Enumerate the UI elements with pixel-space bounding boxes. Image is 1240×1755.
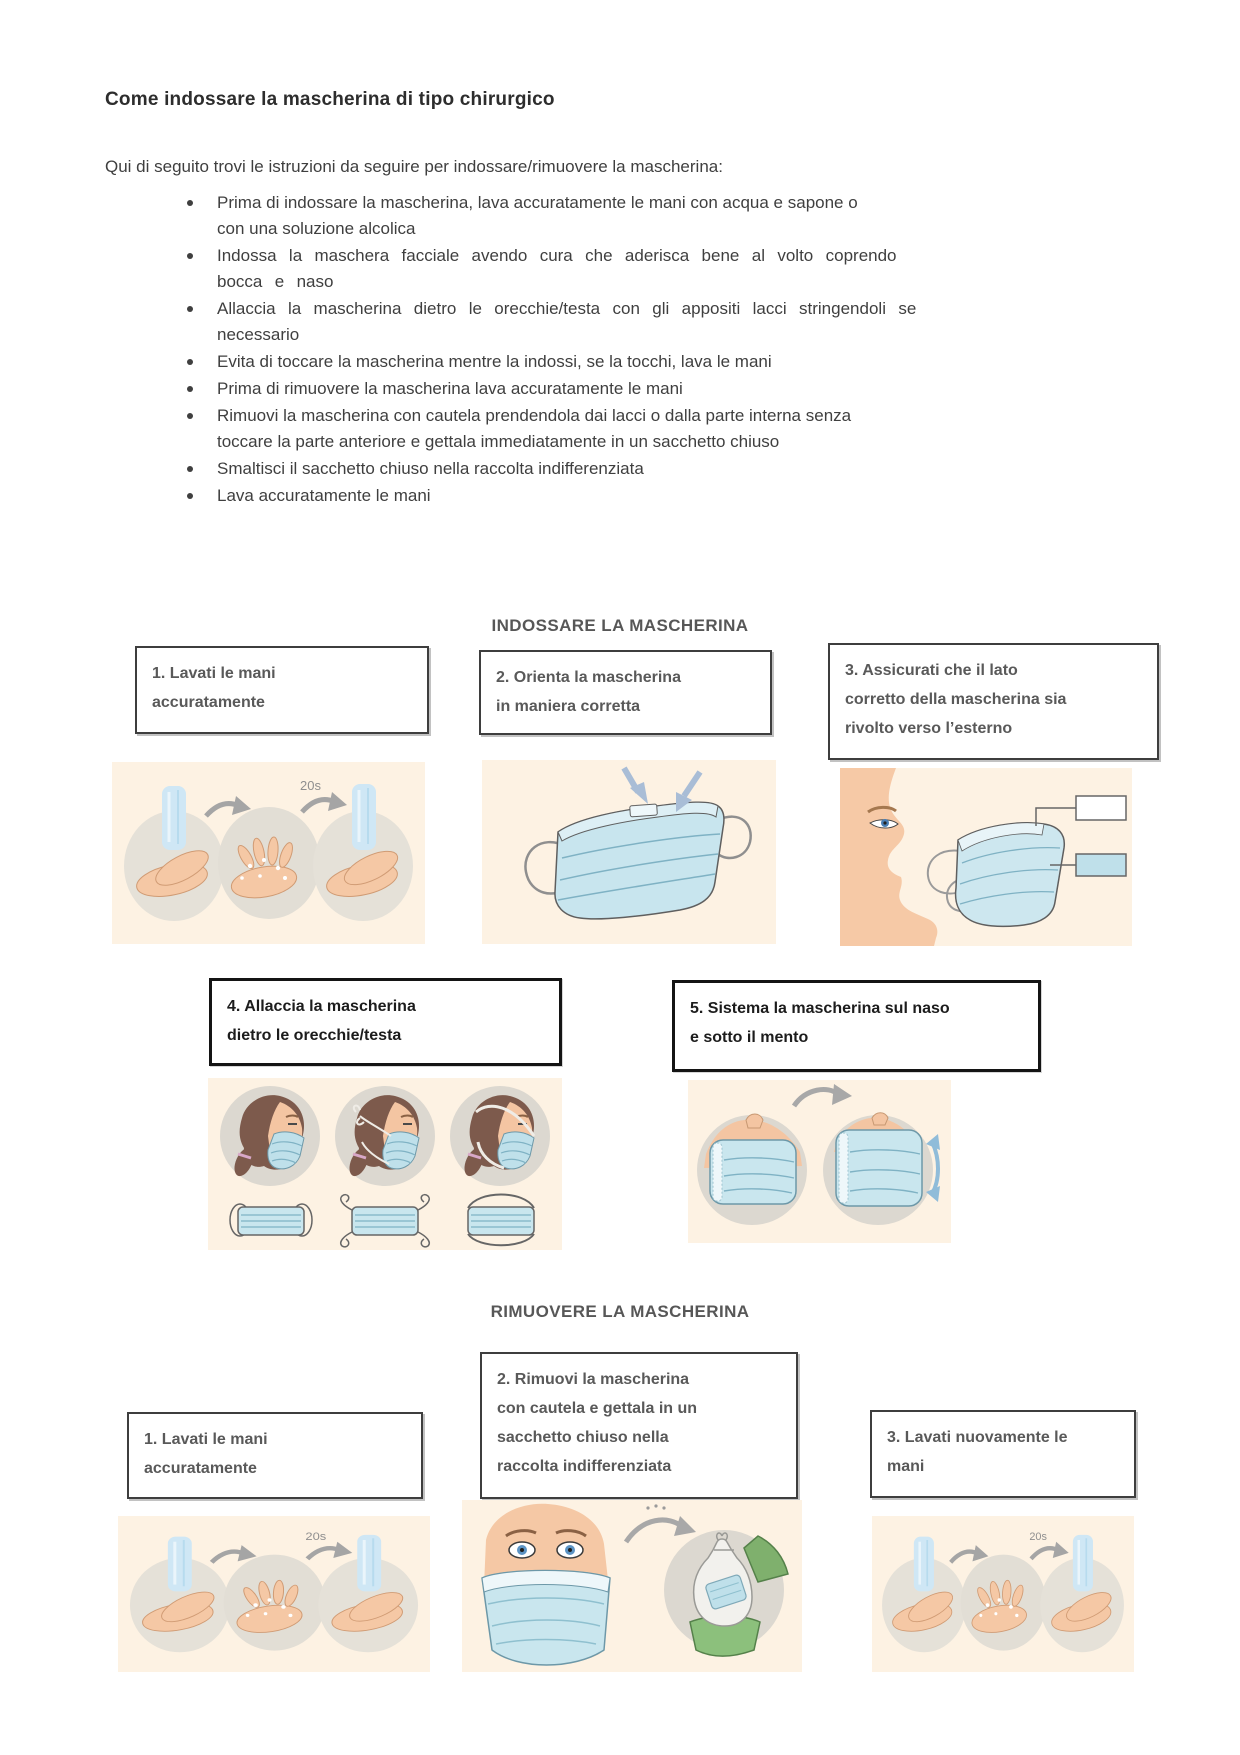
step-box-wear-1: 1. Lavati le mani accuratamente <box>135 646 429 734</box>
step-box-wear-3: 3. Assicurati che il lato corretto della mascherina sia rivolto verso l’esterno <box>828 643 1159 760</box>
mask-below-nose <box>710 1140 796 1204</box>
step-box-wear-5: 5. Sistema la mascherina sul naso e sotto il mento <box>672 980 1041 1072</box>
step-box-remove-2: 2. Rimuovi la mascherina con cautela e gettala in un sacchetto chiuso nella raccolta indifferenziata <box>480 1352 798 1499</box>
step-box-wear-2: 2. Orienta la mascherina in maniera corretta <box>479 650 772 735</box>
instruction-item: Rimuovi la mascherina con cautela prendendola dai lacci o dalla parte interna senza toccare la parte anteriore e gettala immediatamente in un sacchetto chiuso <box>183 403 1131 455</box>
instruction-item: Allaccia la mascherina dietro le orecchie/testa con gli appositi lacci stringendoli se necessario <box>183 296 1131 348</box>
mask-strap-types-illustration <box>208 1078 562 1250</box>
step-box-remove-1: 1. Lavati le mani accuratamente <box>127 1412 423 1499</box>
intro-text: Qui di seguito trovi le istruzioni da seguire per indossare/rimuovere la mascherina: <box>105 157 723 176</box>
instruction-item: Evita di toccare la mascherina mentre la indossi, se la tocchi, lava le mani <box>183 349 1131 375</box>
step-box-remove-3: 3. Lavati nuovamente le mani <box>870 1410 1136 1498</box>
handwash-illustration <box>872 1516 1134 1672</box>
masked-face <box>482 1504 610 1665</box>
mask-over-nose <box>836 1130 922 1206</box>
page-title: Come indossare la mascherina di tipo chirurgico <box>105 88 555 110</box>
mask-orientation-illustration <box>482 760 776 944</box>
mask-side-check-illustration <box>840 768 1132 946</box>
mask-fit-adjust-illustration <box>688 1080 951 1243</box>
instruction-list <box>183 190 1131 510</box>
legend-outer-side-box <box>1076 796 1126 820</box>
mask-disposal-illustration <box>462 1500 802 1672</box>
instruction-item: Prima di indossare la mascherina, lava accuratamente le mani con acqua e sapone o con una soluzione alcolica <box>183 190 1131 242</box>
handwash-illustration <box>118 1516 430 1672</box>
remove-section-heading: RIMUOVERE LA MASCHERINA <box>490 1302 750 1322</box>
step-box-wear-4: 4. Allaccia la mascherina dietro le orecchie/testa <box>209 978 562 1066</box>
instruction-item: Lava accuratamente le mani <box>183 483 1131 509</box>
legend-inner-side-box <box>1076 854 1126 876</box>
handwash-illustration <box>112 762 425 944</box>
instruction-item: Indossa la maschera facciale avendo cura che aderisca bene al volto coprendo bocca e naso <box>183 243 1131 295</box>
wear-section-heading: INDOSSARE LA MASCHERINA <box>491 616 749 636</box>
instruction-item: Prima di rimuovere la mascherina lava accuratamente le mani <box>183 376 1131 402</box>
instruction-item: Smaltisci il sacchetto chiuso nella raccolta indifferenziata <box>183 456 1131 482</box>
mask-earloop-diagram <box>230 1204 312 1236</box>
nose-strip <box>630 804 658 817</box>
